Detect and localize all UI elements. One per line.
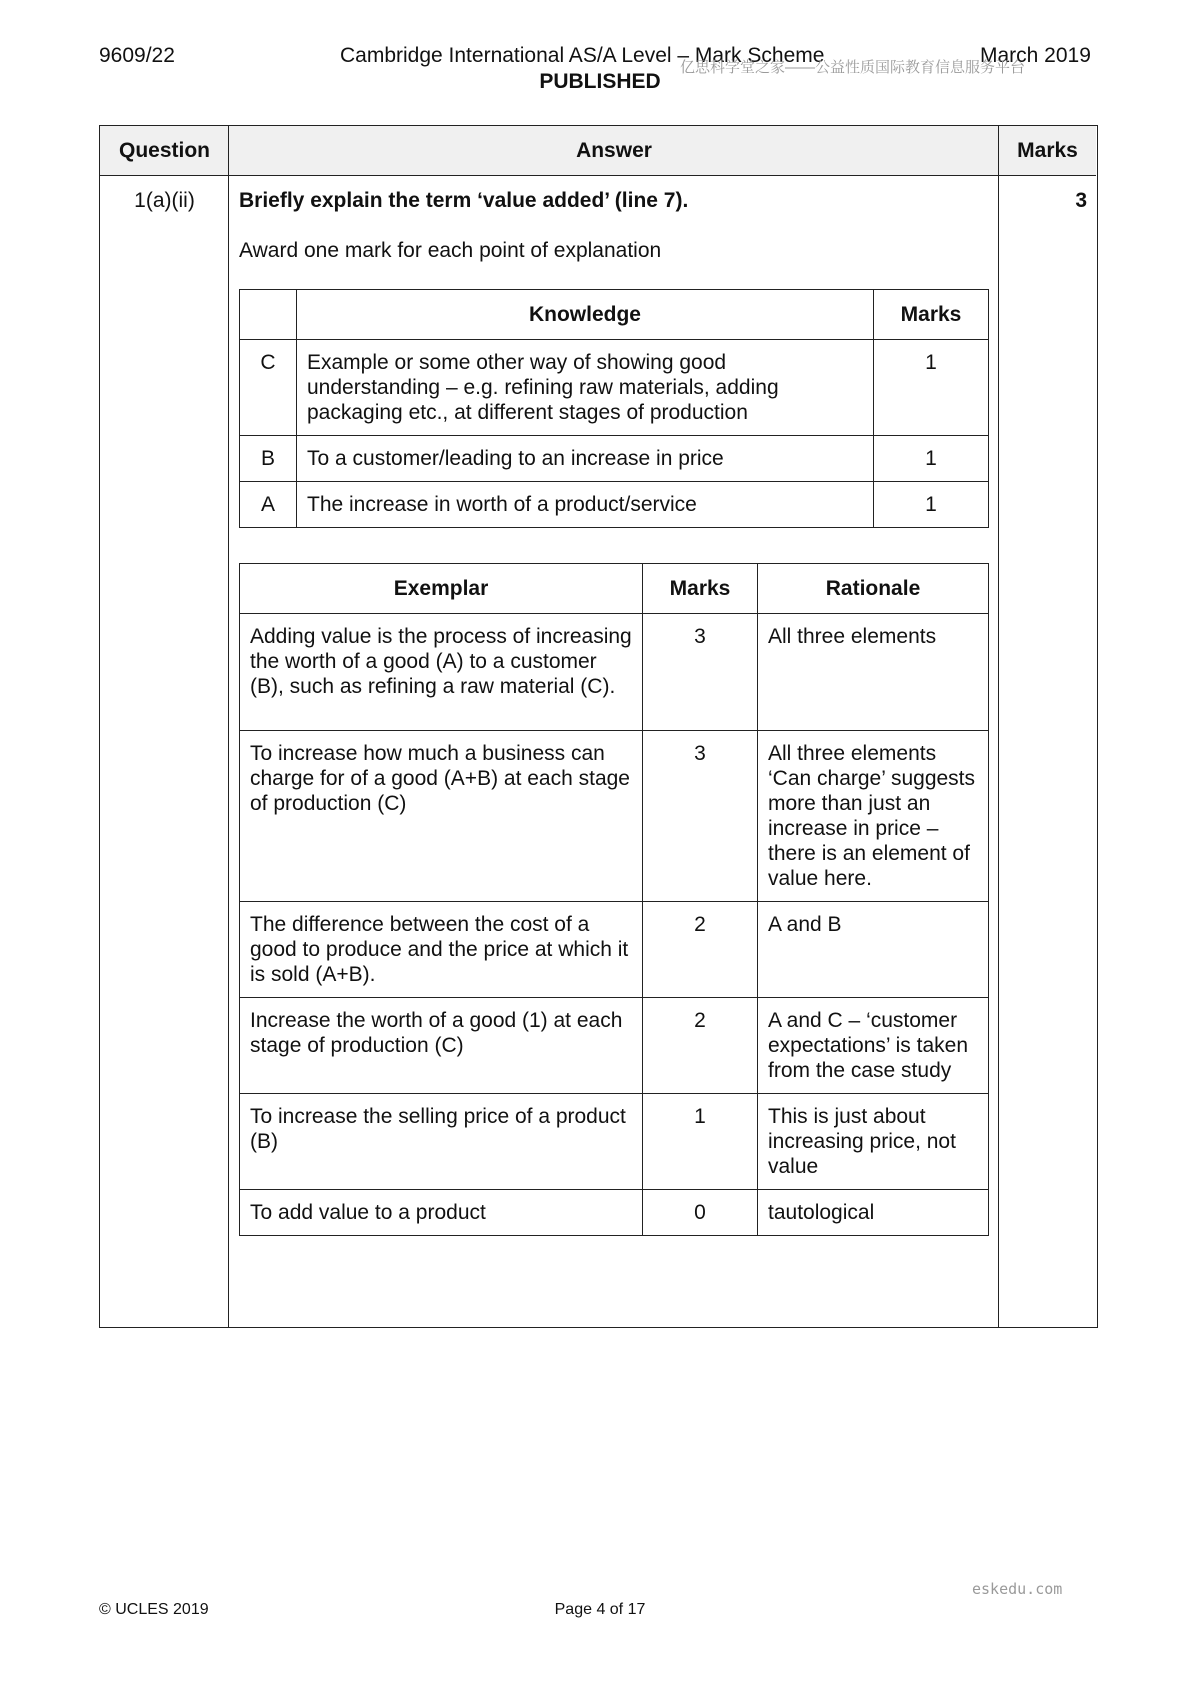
document-title: Cambridge International AS/A Level – Mark Scheme <box>340 44 825 67</box>
mark-scheme-table <box>99 125 1098 1328</box>
exemplar-text: To increase the selling price of a product (B) <box>240 1094 643 1190</box>
knowledge-header-id <box>240 290 297 340</box>
exemplar-rationale: tautological <box>758 1190 989 1236</box>
exemplar-text: To increase how much a business can charge for of a good (A+B) at each stage of production (C) <box>240 731 643 902</box>
question-intro: Award one mark for each point of explanation <box>239 239 662 262</box>
knowledge-table <box>239 289 989 528</box>
exemplar-marks: 0 <box>643 1190 758 1236</box>
exemplar-header-row <box>240 564 989 614</box>
exemplar-text: The difference between the cost of a good to produce and the price at which it is sold (A+B). <box>240 902 643 998</box>
table-row <box>240 1094 989 1190</box>
table-row <box>240 998 989 1094</box>
column-divider <box>228 126 229 1327</box>
exemplar-marks: 2 <box>643 902 758 998</box>
question-title: Briefly explain the term ‘value added’ (line 7). <box>239 189 689 212</box>
page-number: Page 4 of 17 <box>554 1601 646 1618</box>
document-code: 9609/22 <box>99 44 175 67</box>
exemplar-rationale: All three elements <box>758 614 989 731</box>
exemplar-text: To add value to a product <box>240 1190 643 1236</box>
knowledge-header-row <box>240 290 989 340</box>
exemplar-marks: 3 <box>643 614 758 731</box>
document-date: March 2019 <box>980 44 1091 67</box>
knowledge-marks: 1 <box>874 436 989 482</box>
table-row <box>240 1190 989 1236</box>
knowledge-id: C <box>240 340 297 436</box>
knowledge-text: The increase in worth of a product/service <box>297 482 874 528</box>
header-marks: Marks <box>999 126 1096 176</box>
exemplar-marks: 1 <box>643 1094 758 1190</box>
exemplar-marks: 3 <box>643 731 758 902</box>
exemplar-text: Adding value is the process of increasing the worth of a good (A) to a customer (B), such as refining a raw material (C). <box>240 614 643 731</box>
table-row <box>240 340 989 436</box>
question-number: 1(a)(ii) <box>134 189 195 212</box>
knowledge-id: B <box>240 436 297 482</box>
question-marks: 3 <box>1075 189 1087 212</box>
exemplar-rationale: A and C – ‘customer expectations’ is taken from the case study <box>758 998 989 1094</box>
exemplar-table <box>239 563 989 1236</box>
table-row <box>240 731 989 902</box>
header-watermark: 亿思科学堂之家——公益性质国际教育信息服务平台 <box>680 59 1026 76</box>
knowledge-header-knowledge: Knowledge <box>297 290 874 340</box>
knowledge-id: A <box>240 482 297 528</box>
footer-watermark: eskedu.com <box>972 1580 1063 1598</box>
exemplar-text: Increase the worth of a good (1) at each stage of production (C) <box>240 998 643 1094</box>
exemplar-header-marks: Marks <box>643 564 758 614</box>
published-label: PUBLISHED <box>539 70 661 93</box>
exemplar-header-rationale: Rationale <box>758 564 989 614</box>
knowledge-marks: 1 <box>874 482 989 528</box>
exemplar-rationale: A and B <box>758 902 989 998</box>
knowledge-text: To a customer/leading to an increase in price <box>297 436 874 482</box>
column-divider <box>998 126 999 1327</box>
table-row <box>240 902 989 998</box>
copyright: © UCLES 2019 <box>99 1601 209 1618</box>
knowledge-header-marks: Marks <box>874 290 989 340</box>
table-row <box>240 436 989 482</box>
exemplar-rationale: All three elements ‘Can charge’ suggests more than just an increase in price – there is an element of value here. <box>758 731 989 902</box>
knowledge-marks: 1 <box>874 340 989 436</box>
exemplar-header-exemplar: Exemplar <box>240 564 643 614</box>
table-row <box>240 614 989 731</box>
header-question: Question <box>100 126 229 176</box>
header-answer: Answer <box>229 126 999 176</box>
exemplar-marks: 2 <box>643 998 758 1094</box>
knowledge-text: Example or some other way of showing good understanding – e.g. refining raw materials, adding packaging etc., at different stages of production <box>297 340 874 436</box>
exemplar-rationale: This is just about increasing price, not value <box>758 1094 989 1190</box>
table-row <box>240 482 989 528</box>
